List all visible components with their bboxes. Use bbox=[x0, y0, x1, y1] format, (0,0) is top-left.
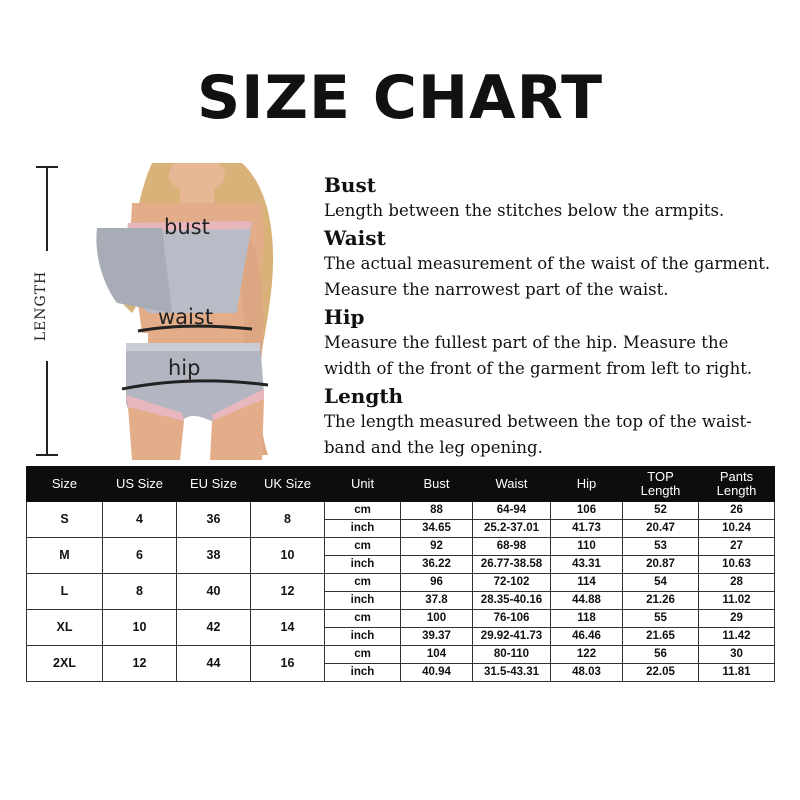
definition-waist bbox=[324, 225, 790, 304]
cell-hip: 106 bbox=[551, 502, 623, 520]
cell-top-length: 56 bbox=[623, 646, 699, 664]
length-ruler bbox=[24, 166, 70, 456]
cell-bust: 40.94 bbox=[401, 664, 473, 682]
cell-unit: cm bbox=[325, 502, 401, 520]
header-hip: Hip bbox=[551, 467, 623, 502]
definition-heading: Hip bbox=[324, 304, 365, 329]
cell-bust: 39.37 bbox=[401, 628, 473, 646]
cell-waist: 31.5-43.31 bbox=[473, 664, 551, 682]
cell-waist: 68-98 bbox=[473, 538, 551, 556]
page-title: SIZE CHART bbox=[196, 63, 604, 133]
cell-top-length: 21.26 bbox=[623, 592, 699, 610]
ruler-bottom-cap bbox=[36, 454, 58, 456]
cell-eu: 42 bbox=[177, 610, 251, 646]
header-top-length bbox=[623, 467, 699, 502]
table-row bbox=[27, 646, 775, 664]
cell-waist: 26.77-38.58 bbox=[473, 556, 551, 574]
definition-heading: Length bbox=[324, 383, 404, 408]
header-bust: Bust bbox=[401, 467, 473, 502]
cell-unit: cm bbox=[325, 574, 401, 592]
hip-tag: hip bbox=[168, 356, 201, 380]
ruler-label: LENGTH bbox=[33, 251, 53, 361]
cell-bust: 96 bbox=[401, 574, 473, 592]
cell-pants-length: 29 bbox=[699, 610, 775, 628]
header-waist: Waist bbox=[473, 467, 551, 502]
cell-hip: 46.46 bbox=[551, 628, 623, 646]
cell-us: 12 bbox=[103, 646, 177, 682]
cell-us: 4 bbox=[103, 502, 177, 538]
cell-pants-length: 10.63 bbox=[699, 556, 775, 574]
cell-bust: 36.22 bbox=[401, 556, 473, 574]
cell-us: 10 bbox=[103, 610, 177, 646]
cell-bust: 37.8 bbox=[401, 592, 473, 610]
cell-waist: 28.35-40.16 bbox=[473, 592, 551, 610]
definition-heading: Bust bbox=[324, 173, 376, 197]
definition-length bbox=[324, 383, 790, 462]
size-table bbox=[26, 466, 775, 682]
cell-waist: 76-106 bbox=[473, 610, 551, 628]
cell-uk: 8 bbox=[251, 502, 325, 538]
cell-pants-length: 11.81 bbox=[699, 664, 775, 682]
cell-us: 6 bbox=[103, 538, 177, 574]
cell-top-length: 55 bbox=[623, 610, 699, 628]
definition-line: Measure the fullest part of the hip. Measure the bbox=[324, 332, 729, 352]
definition-line: Measure the narrowest part of the waist. bbox=[324, 280, 669, 299]
cell-unit: inch bbox=[325, 556, 401, 574]
cell-bust: 100 bbox=[401, 610, 473, 628]
cell-waist: 29.92-41.73 bbox=[473, 628, 551, 646]
cell-unit: inch bbox=[325, 520, 401, 538]
cell-unit: cm bbox=[325, 646, 401, 664]
cell-us: 8 bbox=[103, 574, 177, 610]
cell-top-length: 20.87 bbox=[623, 556, 699, 574]
header-line: Length bbox=[640, 483, 681, 498]
cell-pants-length: 30 bbox=[699, 646, 775, 664]
cell-size: XL bbox=[27, 610, 103, 646]
definition-line: width of the front of the garment from left to right. bbox=[324, 359, 753, 378]
cell-top-length: 52 bbox=[623, 502, 699, 520]
header-line: Pants bbox=[719, 469, 754, 484]
cell-pants-length: 11.02 bbox=[699, 592, 775, 610]
table-body bbox=[27, 502, 775, 682]
cell-hip: 44.88 bbox=[551, 592, 623, 610]
cell-size: L bbox=[27, 574, 103, 610]
header-eu-size: EU Size bbox=[177, 467, 251, 502]
cell-hip: 114 bbox=[551, 574, 623, 592]
cell-unit: inch bbox=[325, 628, 401, 646]
cell-size: 2XL bbox=[27, 646, 103, 682]
cell-pants-length: 26 bbox=[699, 502, 775, 520]
cell-eu: 40 bbox=[177, 574, 251, 610]
header-uk-size: UK Size bbox=[251, 467, 325, 502]
cell-waist: 25.2-37.01 bbox=[473, 520, 551, 538]
cell-bust: 104 bbox=[401, 646, 473, 664]
cell-size: S bbox=[27, 502, 103, 538]
cell-top-length: 53 bbox=[623, 538, 699, 556]
header-line: TOP bbox=[647, 469, 674, 484]
waist-tag: waist bbox=[158, 305, 214, 329]
cell-pants-length: 11.42 bbox=[699, 628, 775, 646]
table-row bbox=[27, 610, 775, 628]
cell-hip: 122 bbox=[551, 646, 623, 664]
cell-bust: 88 bbox=[401, 502, 473, 520]
cell-hip: 41.73 bbox=[551, 520, 623, 538]
cell-waist: 80-110 bbox=[473, 646, 551, 664]
cell-uk: 10 bbox=[251, 538, 325, 574]
bust-tag: bust bbox=[164, 215, 210, 239]
cell-top-length: 21.65 bbox=[623, 628, 699, 646]
cell-unit: cm bbox=[325, 610, 401, 628]
cell-hip: 43.31 bbox=[551, 556, 623, 574]
definition-hip bbox=[324, 304, 790, 383]
measurement-definitions bbox=[324, 172, 790, 462]
definition-bust bbox=[324, 172, 790, 225]
header-us-size: US Size bbox=[103, 467, 177, 502]
header-unit: Unit bbox=[325, 467, 401, 502]
cell-bust: 34.65 bbox=[401, 520, 473, 538]
cell-top-length: 22.05 bbox=[623, 664, 699, 682]
cell-pants-length: 10.24 bbox=[699, 520, 775, 538]
cell-waist: 64-94 bbox=[473, 502, 551, 520]
cell-size: M bbox=[27, 538, 103, 574]
header-pants-length bbox=[699, 467, 775, 502]
cell-eu: 36 bbox=[177, 502, 251, 538]
cell-pants-length: 27 bbox=[699, 538, 775, 556]
cell-hip: 110 bbox=[551, 538, 623, 556]
cell-eu: 44 bbox=[177, 646, 251, 682]
cell-uk: 14 bbox=[251, 610, 325, 646]
cell-top-length: 54 bbox=[623, 574, 699, 592]
table-row bbox=[27, 538, 775, 556]
cell-waist: 72-102 bbox=[473, 574, 551, 592]
definition-heading: Waist bbox=[324, 225, 386, 250]
table-row bbox=[27, 502, 775, 520]
cell-hip: 48.03 bbox=[551, 664, 623, 682]
cell-eu: 38 bbox=[177, 538, 251, 574]
cell-pants-length: 28 bbox=[699, 574, 775, 592]
cell-unit: inch bbox=[325, 592, 401, 610]
definition-line: The length measured between the top of the waist- bbox=[324, 411, 752, 431]
model-illustration bbox=[92, 163, 292, 460]
table-row bbox=[27, 574, 775, 592]
header-line: Length bbox=[716, 483, 757, 498]
definition-line: Length between the stitches below the armpits. bbox=[324, 201, 725, 220]
header-size: Size bbox=[27, 467, 103, 502]
cell-unit: cm bbox=[325, 538, 401, 556]
cell-uk: 16 bbox=[251, 646, 325, 682]
table-header-row bbox=[27, 467, 775, 502]
cell-bust: 92 bbox=[401, 538, 473, 556]
definition-line: band and the leg opening. bbox=[324, 438, 543, 457]
cell-uk: 12 bbox=[251, 574, 325, 610]
cell-top-length: 20.47 bbox=[623, 520, 699, 538]
definition-line: The actual measurement of the waist of the garment. bbox=[324, 253, 771, 273]
cell-hip: 118 bbox=[551, 610, 623, 628]
cell-unit: inch bbox=[325, 664, 401, 682]
